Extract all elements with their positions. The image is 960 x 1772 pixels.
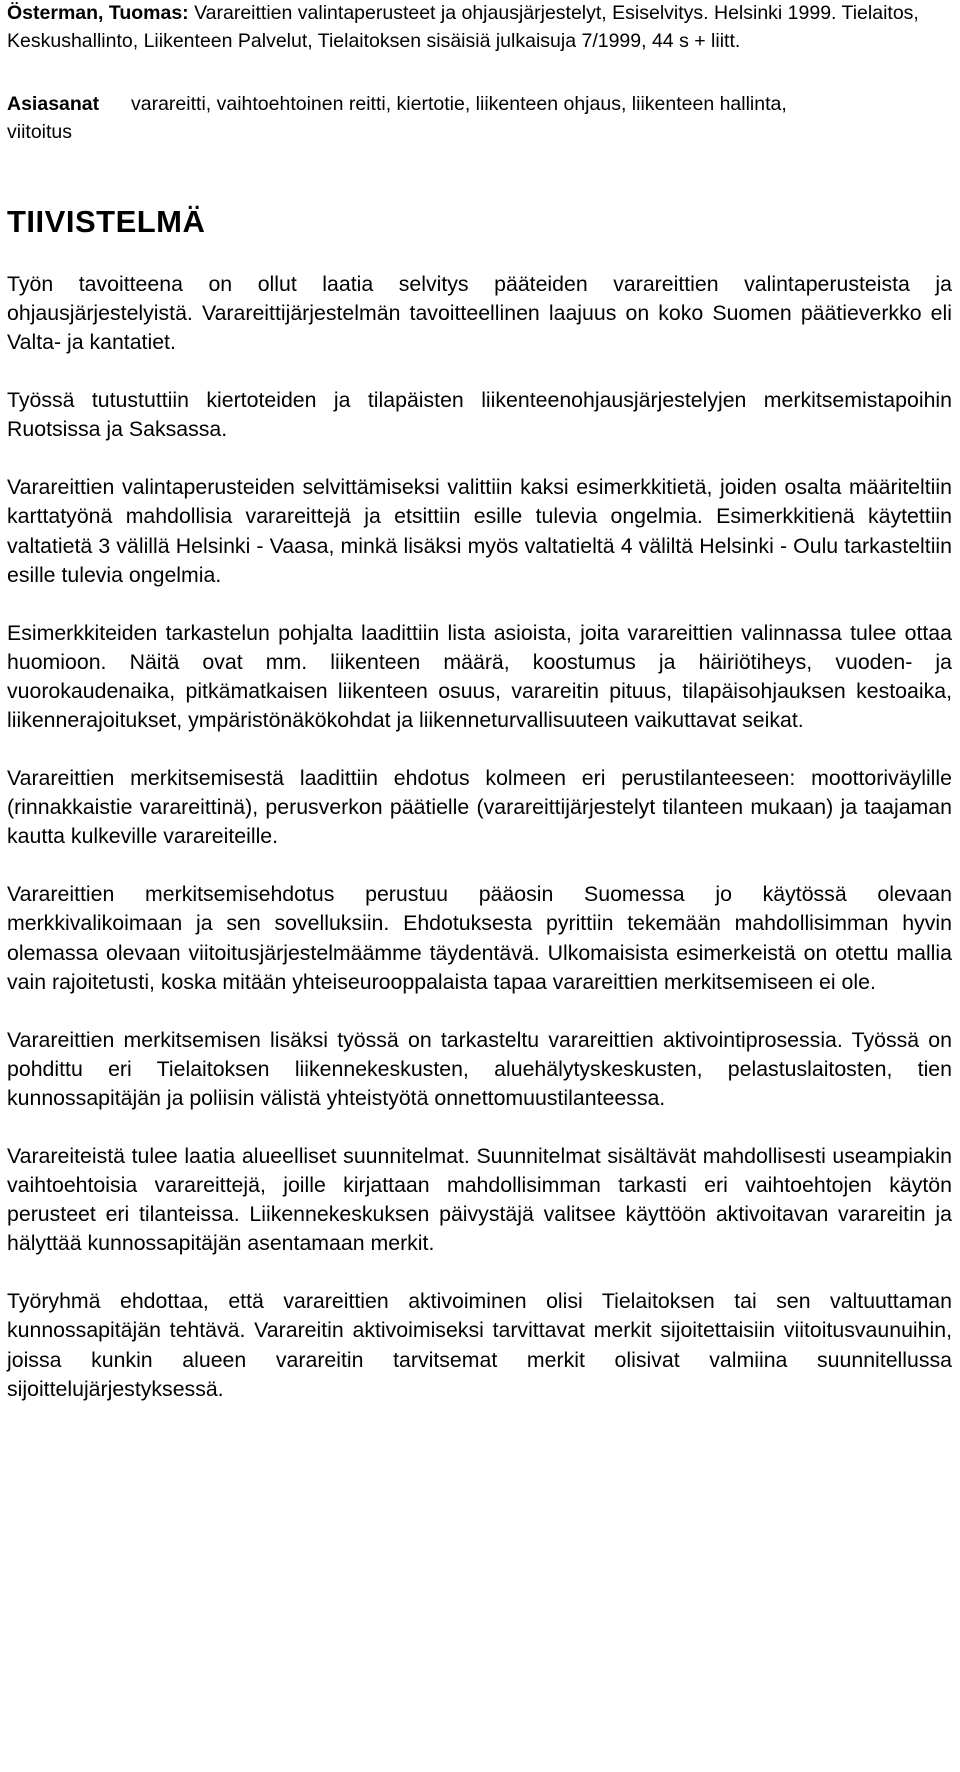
keywords-continued: viitoitus xyxy=(7,120,73,143)
summary-paragraph: Varareittien merkitsemisen lisäksi työssä on tarkasteltu varareittien aktivointiprosessia. Työssä on pohdittu eri Tielaitoksen liikennekeskusten, aluehälytyskeskusten, pelastuslaitosten, tien kunnossapitäjän ja poliisin välistä yhteistyötä onnettomuustilanteessa. xyxy=(7,1027,952,1111)
summary-heading: TIIVISTELMÄ xyxy=(7,204,206,239)
summary-paragraph: Työryhmä ehdottaa, että varareittien aktivoiminen olisi Tielaitoksen tai sen valtuuttaman kunnossapitäjän tehtävä. Varareitin aktivoimiseksi tarvittavat merkit sijoitettaisiin viitoitusvaunuihin, joissa kunkin alueen varareitin tarvitsemat merkit olisivat valmiina suunnitellussa sijoittelujärjestyksessä. xyxy=(7,1289,952,1401)
keywords-label: Asiasanat xyxy=(7,93,100,115)
keywords-list: varareitti, vaihtoehtoinen reitti, kiertotie, liikenteen ohjaus, liikenteen hallinta, xyxy=(131,93,787,115)
summary-paragraph: Esimerkkiteiden tarkastelun pohjalta laadittiin lista asioista, joita varareittien valinnassa tulee ottaa huomioon. Näitä ovat mm. liikenteen määrä, koostumus ja häiriötiheys, vuoden- ja vuorokaudenaika, pitkämatkaisen liikenteen osuus, varareitin pituus, tilapäisohjauksen kestoaika, liikennerajoitukset, ympäristönäkökohdat ja liikenneturvallisuuteen vaikuttavat seikat. xyxy=(7,620,952,733)
keywords-label-block xyxy=(7,91,127,146)
summary-body xyxy=(7,270,952,1433)
reference-citation: Varareittien valintaperusteet ja ohjausjärjestelyt, Esiselvitys. Helsinki 1999. Tielaitos, Keskushallinto, Liikenteen Palvelut, Tielaitoksen sisäisiä julkaisuja 7/1999, 44 s + liitt. xyxy=(7,2,919,52)
reference-author: Österman, Tuomas: xyxy=(7,2,189,24)
summary-paragraph: Varareiteistä tulee laatia alueelliset suunnitelmat. Suunnitelmat sisältävät mahdollisesti useampiakin vaihtoehtoisia varareittejä, joille kirjattaan mahdollisimman tarkasti eri vaihtoehtojen käytön perusteet eri tilanteissa. Liikennekeskuksen päivystäjä valitsee käyttöön aktivoitavan varareitin ja hälyttää kunnossapitäjän asentamaan merkit. xyxy=(7,1143,952,1256)
bibliographic-reference xyxy=(7,0,952,55)
summary-paragraph: Varareittien valintaperusteiden selvittämiseksi valittiin kaksi esimerkkitietä, joiden osalta määriteltiin karttatyönä mahdollisia varareittejä ja etsittiin esille tulevia ongelmia. Esimerkkitienä käytettiin valtatietä 3 välillä Helsinki - Vaasa, minkä lisäksi myös valtatieltä 4 väliltä Helsinki - Oulu tarkasteltiin esille tulevia ongelmia. xyxy=(7,475,952,587)
summary-paragraph: Työssä tutustuttiin kiertoteiden ja tilapäisten liikenteenohjausjärjestelyjen merkitsemistapoihin Ruotsissa ja Saksassa. xyxy=(7,388,952,442)
summary-paragraph: Varareittien merkitsemisehdotus perustuu pääosin Suomessa jo käytössä olevaan merkkivalikoimaan ja sen sovelluksiin. Ehdotuksesta pyrittiin tekemään mahdollisimman hyvin olemassa olevaan viitoitusjärjestelmäämme täydentävä. Ulkomaisista esimerkeistä on otettu mallia vain rajoitetusti, koska mitään yhteiseurooppalaista tapaa varareittien merkitsemiseen ei ole. xyxy=(7,882,952,994)
summary-paragraph: Varareittien merkitsemisestä laadittiin ehdotus kolmeen eri perustilanteeseen: moottoriväylille (rinnakkaistie varareittinä), perusverkon päätielle (varareittijärjestelyt tilanteen mukaan) ja taajaman kautta kulkeville varareiteille. xyxy=(7,766,952,849)
summary-paragraph: Työn tavoitteena on ollut laatia selvitys pääteiden varareittien valintaperusteista ja ohjausjärjestelyistä. Varareittijärjestelmän tavoitteellinen laajuus on koko Suomen päätieverkko eli Valta- ja kantatiet. xyxy=(7,272,952,355)
